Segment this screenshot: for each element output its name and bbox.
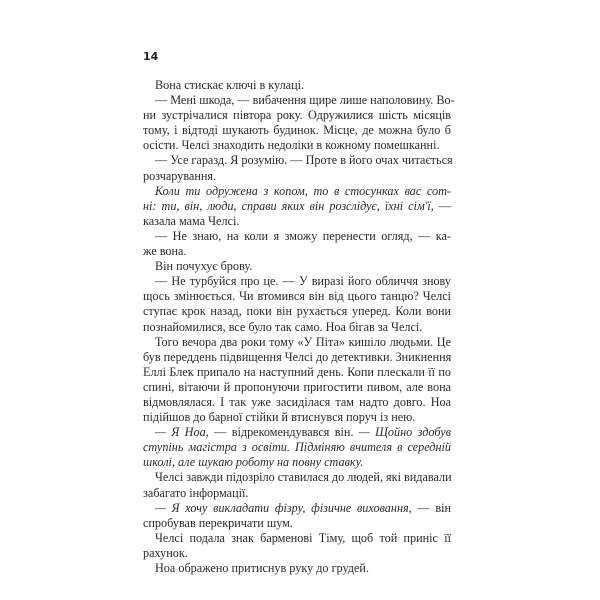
text-line: [143, 229, 451, 244]
body-text: [143, 78, 455, 576]
text-line: [143, 244, 451, 259]
text-segment: забагато інформації.: [143, 485, 249, 500]
text-segment: спині, вітаючи й пропонуючи пригостити пивом, але вона: [143, 379, 451, 394]
text-segment: —: [433, 198, 451, 213]
text-segment: щось змінюється. Чи втомився він від цього танцю? Челсі: [143, 289, 451, 304]
text-segment: Еллі Блек припало на наступний день. Копи плескали її по: [143, 364, 451, 379]
text-line: [143, 365, 451, 380]
text-line: [143, 440, 451, 455]
italic-segment: ступінь магістра з освіти. Підміняю вчителя в середній: [143, 440, 451, 455]
text-segment: — Усе гаразд. Я розумію. — Проте в його очах читається: [155, 153, 453, 168]
text-line: [143, 486, 451, 501]
text-segment: Челсі завжди підозріло ставилася до людей, які видавали: [155, 470, 452, 485]
text-line: [143, 531, 451, 546]
text-line: [143, 380, 451, 395]
text-segment: осісти. Челсі знаходить недоліки в кожному помешканні.: [143, 138, 440, 153]
text-line: [143, 395, 451, 410]
text-segment: тому, і відтоді шукають будинок. Місце, де можна було б: [143, 123, 451, 138]
text-segment: казала мама Челсі.: [143, 213, 240, 228]
text-line: [143, 214, 451, 229]
text-segment: підійшов до барної стійки й втиснувся поруч із нею.: [143, 410, 416, 425]
text-line: [143, 259, 451, 274]
page-number: 14: [143, 50, 159, 63]
text-segment: рахунок.: [143, 545, 188, 560]
text-line: [143, 184, 451, 199]
italic-segment: школі, але шукаю роботу на повну ставку.: [143, 455, 364, 470]
text-segment: познайомилися, все було так само. Ноа бігав за Челсі.: [143, 319, 423, 334]
text-segment: Він почухує брову.: [155, 259, 253, 274]
italic-segment: — Я Ноа,: [155, 425, 209, 440]
text-segment: — Мені шкода, — вибачення щире лише наполовину. Во-: [155, 93, 455, 108]
text-line: [143, 93, 455, 108]
text-line: [143, 410, 451, 425]
text-segment: ни зустрічалися півтора року. Одружилися шість місяців: [143, 108, 451, 123]
text-line: [143, 108, 451, 123]
text-segment: Ноа ображено притиснув руку до грудей.: [155, 561, 369, 575]
text-line: [143, 304, 451, 319]
italic-segment: — Щойно здобув: [358, 425, 451, 440]
italic-segment: ні: ти, він, люди, справи яких він розслідує, їхні сім'ї,: [143, 198, 434, 213]
text-segment: — Не турбуйся про це. — У виразі його обличчя знову: [155, 274, 451, 289]
text-segment: був переддень підвищення Челсі до детективки. Зникнення: [143, 349, 452, 364]
text-line: [143, 350, 451, 365]
text-line: [143, 169, 451, 184]
text-segment: же вона.: [143, 244, 187, 259]
text-segment: — Не знаю, на коли я зможу перенести огляд, — ка-: [155, 228, 451, 243]
text-line: [143, 123, 451, 138]
text-line: [143, 199, 451, 214]
text-segment: розчарування.: [143, 168, 217, 183]
text-line: [143, 274, 451, 289]
text-line: [143, 516, 451, 531]
text-line: [143, 320, 451, 335]
text-line: [143, 78, 451, 93]
text-line: [143, 153, 451, 168]
text-line: [143, 501, 451, 516]
text-segment: спробував перекричати шум.: [143, 515, 293, 530]
italic-segment: — Я хочу викладати фізру, фізичне виховання,: [155, 500, 412, 515]
text-segment: Того вечора два роки тому «У Піта» кишіло людьми. Це: [155, 334, 451, 349]
text-line: [143, 335, 451, 350]
text-line: [143, 455, 451, 470]
text-segment: відмовлялася. І так уже засиділася там надто довго. Ноа: [143, 394, 451, 409]
text-line: [143, 546, 451, 561]
text-line: [143, 561, 451, 576]
text-segment: — відрекомендувався він.: [208, 425, 359, 440]
text-segment: Вона стискає ключі в кулаці.: [155, 78, 305, 92]
text-line: [143, 425, 451, 440]
text-line: [143, 138, 451, 153]
text-segment: Челсі подала знак барменові Тіму, щоб той приніс її: [155, 530, 451, 545]
italic-segment: Коли ти одружена з копом, то в стосунках вас сот-: [155, 183, 451, 198]
text-line: [143, 289, 451, 304]
text-segment: — він: [411, 500, 451, 515]
text-line: [143, 470, 451, 485]
text-segment: ступає крок назад, поки він рухається уперед. Коли вони: [143, 304, 451, 319]
